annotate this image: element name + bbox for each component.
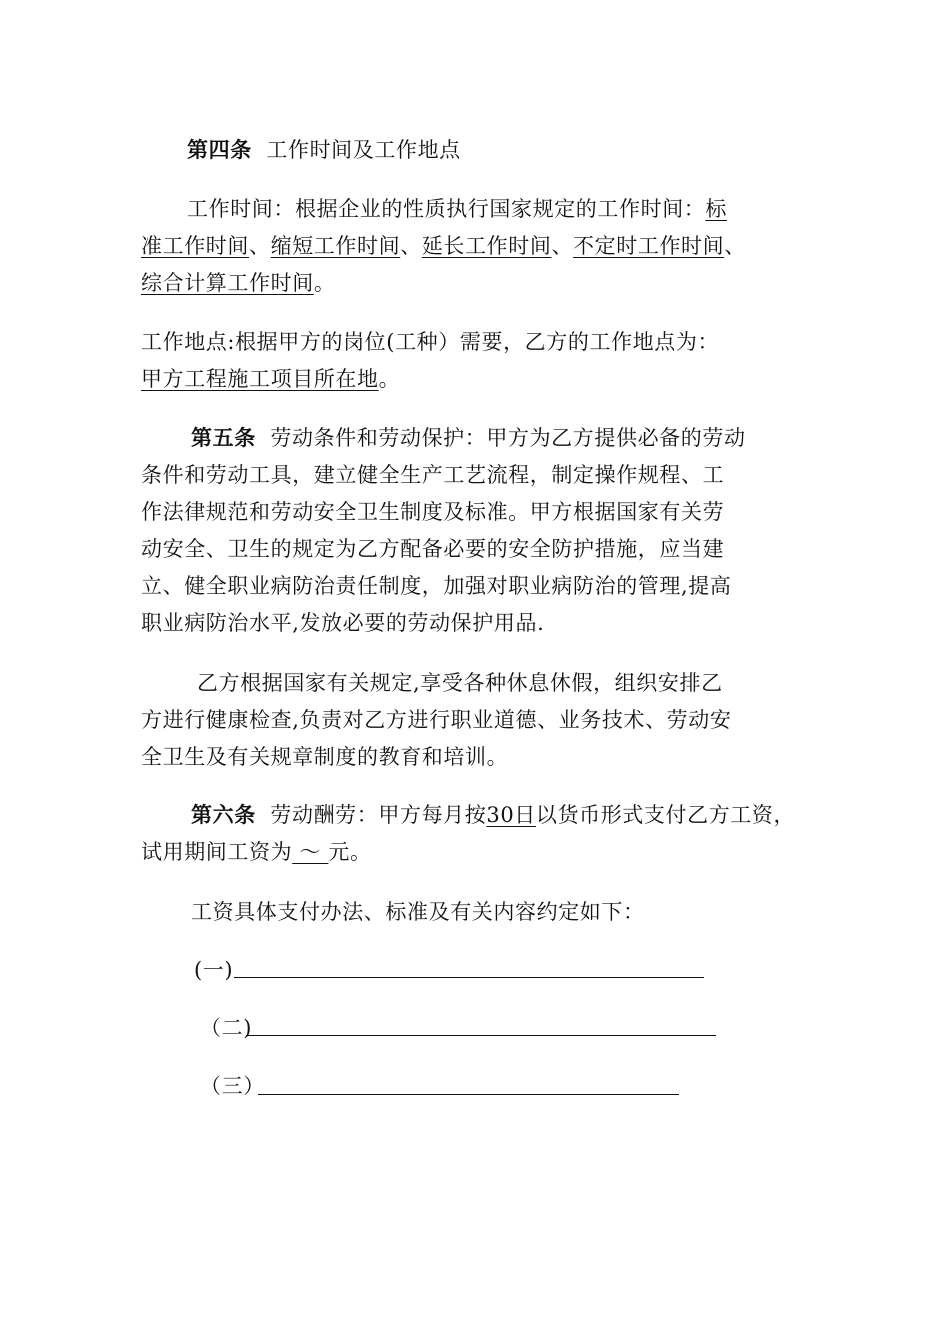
separator: 、 bbox=[724, 234, 746, 258]
article-5-label: 第五条 bbox=[191, 425, 256, 450]
pay-prefix: 劳动酬劳：甲方每月按 bbox=[270, 803, 487, 827]
work-time-option-standard-b: 准工作时间 bbox=[141, 234, 249, 258]
article-6-line-2 bbox=[141, 837, 372, 867]
wage-item-1-label: (一) bbox=[194, 958, 234, 982]
probation-suffix: 元。 bbox=[328, 840, 372, 864]
separator: 、 bbox=[551, 234, 574, 258]
work-time-option-shortened: 缩短工作时间 bbox=[270, 234, 401, 258]
wage-item-1-blank[interactable] bbox=[234, 977, 704, 978]
article-4-title: 工作时间及工作地点 bbox=[266, 138, 461, 162]
rest-paragraph-text: 乙方根据国家有关规定,享受各种休息休假，组织安排乙 bbox=[197, 671, 723, 695]
work-time-option-comprehensive: 综合计算工作时间 bbox=[141, 271, 314, 295]
article-5-text: 动安全、卫生的规定为乙方配备必要的安全防护措施，应当建 bbox=[141, 537, 725, 561]
rest-paragraph-text: 方进行健康检查,负责对乙方进行职业道德、业务技术、劳动安 bbox=[141, 708, 732, 732]
work-place-line-1 bbox=[141, 327, 719, 357]
work-time-line-2 bbox=[141, 231, 746, 261]
article-5-text: 条件和劳动工具，建立健全生产工艺流程，制定操作规程、工 bbox=[141, 463, 725, 487]
article-5-line-1 bbox=[191, 423, 746, 453]
article-4-heading-line bbox=[187, 135, 461, 165]
article-5-text: 职业病防治水平,发放必要的劳动保护用品. bbox=[141, 611, 545, 635]
article-5-text: 作法律规范和劳动安全卫生制度及标准。甲方根据国家有关劳 bbox=[141, 500, 725, 524]
article-4-label: 第四条 bbox=[187, 137, 252, 162]
article-6-line-1 bbox=[191, 800, 795, 830]
article-6-label: 第六条 bbox=[191, 802, 256, 827]
wage-item-3-label: （三） bbox=[200, 1074, 265, 1098]
rest-paragraph-text: 全卫生及有关规章制度的教育和培训。 bbox=[141, 745, 509, 769]
probation-salary-value: ～ bbox=[299, 840, 322, 864]
work-time-option-flexible: 不定时工作时间 bbox=[573, 234, 725, 258]
work-place-line-2 bbox=[141, 364, 400, 394]
period: 。 bbox=[378, 367, 401, 391]
work-place-value: 甲方工程施工项目所在地 bbox=[141, 367, 379, 391]
pay-day-value: 30日 bbox=[486, 803, 536, 827]
wage-item-2-label: （二) bbox=[200, 1016, 252, 1040]
work-time-option-extended: 延长工作时间 bbox=[421, 234, 552, 258]
work-place-prefix: 工作地点:根据甲方的岗位(工种）需要，乙方的工作地点为： bbox=[141, 330, 720, 354]
separator: 、 bbox=[249, 234, 271, 258]
separator: 、 bbox=[400, 234, 422, 258]
probation-prefix: 试用期间工资为 bbox=[141, 840, 293, 864]
period: 。 bbox=[313, 271, 336, 295]
article-5-text: 立、健全职业病防治责任制度，加强对职业病防治的管理,提高 bbox=[141, 574, 732, 598]
article-5-line-6 bbox=[141, 608, 544, 638]
rest-paragraph-line-2 bbox=[141, 705, 731, 735]
article-5-line-3 bbox=[141, 497, 724, 527]
article-5-text: 劳动条件和劳动保护：甲方为乙方提供必备的劳动 bbox=[270, 426, 746, 450]
rest-paragraph-line-3 bbox=[141, 742, 508, 772]
wage-item-3-blank[interactable] bbox=[258, 1094, 679, 1095]
article-5-line-2 bbox=[141, 460, 724, 490]
work-time-option-standard-a: 标 bbox=[705, 197, 728, 221]
wage-item-2-blank[interactable] bbox=[246, 1035, 716, 1036]
article-5-line-4 bbox=[141, 534, 724, 564]
work-time-line-1 bbox=[187, 194, 727, 224]
pay-suffix: 以货币形式支付乙方工资， bbox=[535, 803, 796, 827]
wage-detail-intro-text: 工资具体支付办法、标准及有关内容约定如下： bbox=[191, 900, 645, 924]
work-time-line-3 bbox=[141, 268, 335, 298]
article-5-line-5 bbox=[141, 571, 731, 601]
wage-detail-intro bbox=[191, 897, 645, 927]
work-time-prefix: 工作时间：根据企业的性质执行国家规定的工作时间： bbox=[187, 197, 706, 221]
rest-paragraph-line-1 bbox=[197, 668, 723, 698]
